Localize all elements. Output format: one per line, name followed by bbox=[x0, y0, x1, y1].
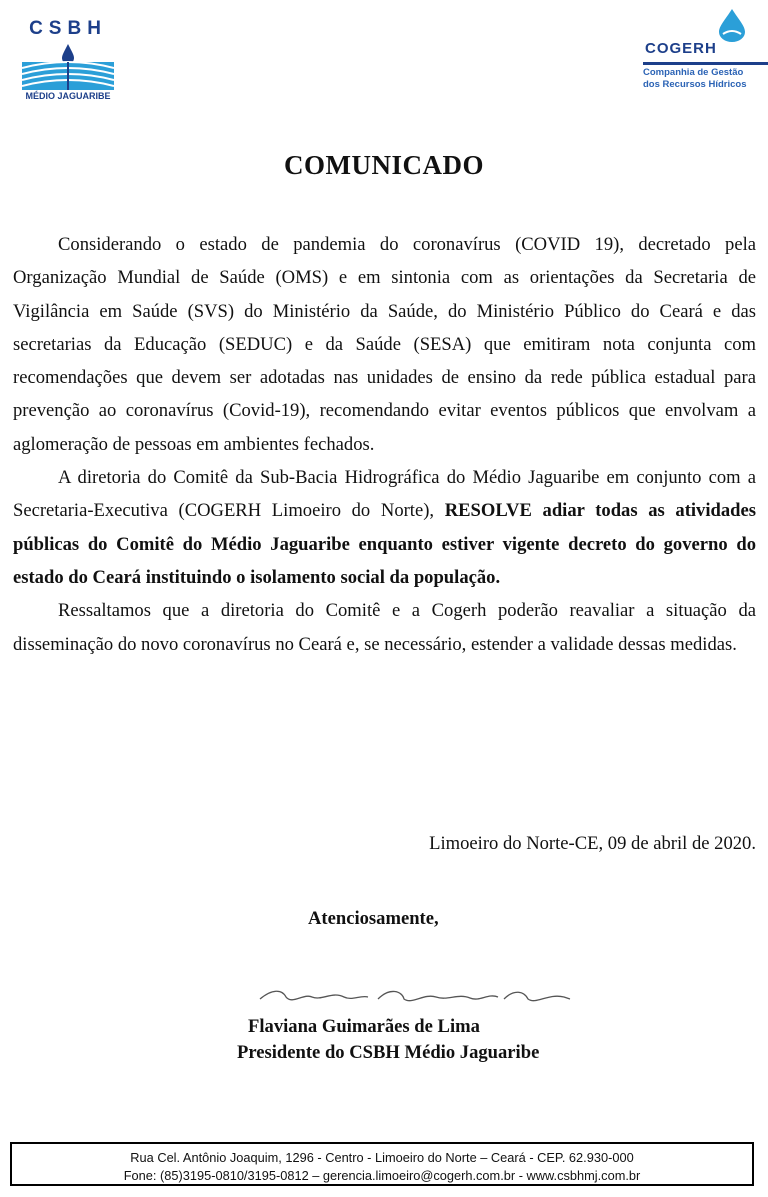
closing: Atenciosamente, bbox=[308, 908, 439, 929]
signer-name: Flaviana Guimarães de Lima bbox=[248, 1016, 480, 1037]
water-basin-icon bbox=[22, 42, 114, 90]
csbh-logo bbox=[20, 18, 116, 104]
signer-role: Presidente do CSBH Médio Jaguaribe bbox=[237, 1042, 540, 1063]
cogerh-logo-tagline: Companhia de Gestão dos Recursos Hídricos bbox=[643, 67, 747, 90]
csbh-logo-text: CSBH bbox=[29, 18, 107, 39]
paragraph-3: Ressaltamos que a diretoria do Comitê e a Cogerh poderão reavaliar a situação da disseminação do novo coronavírus no Ceará e, se necessário, estender a validade dessas medidas. bbox=[13, 600, 756, 655]
paragraph-2: A diretoria do Comitê da Sub-Bacia Hidrográfica do Médio Jaguaribe em conjunto com a Secretaria-Executiva (COGERH Limoeiro do Norte), RESOLVE adiar todas as atividades públicas do Comitê do Médio Jaguaribe enquanto estiver vigente decreto do governo do estado do Ceará instituindo o isolamento social da população. bbox=[13, 467, 756, 588]
footer-address: Rua Cel. Antônio Joaquim, 1296 - Centro - Limoeiro do Norte – Ceará - CEP. 62.930-000 bbox=[130, 1150, 634, 1165]
date-line: Limoeiro do Norte-CE, 09 de abril de 2020. bbox=[429, 833, 756, 854]
water-drop-icon bbox=[709, 8, 755, 42]
cogerh-logo-divider bbox=[643, 62, 768, 65]
cogerh-logo bbox=[641, 8, 768, 100]
csbh-logo-subtitle: MÉDIO JAGUARIBE bbox=[25, 91, 111, 101]
resolution-text: RESOLVE adiar todas as atividades públicas do Comitê do Médio Jaguaribe enquanto estiver vigente decreto do governo do estado do Ceará instituindo o isolamento social da população. bbox=[13, 500, 756, 588]
footer-contact: Fone: (85)3195-0810/3195-0812 – gerencia.limoeiro@cogerh.com.br - www.csbhmj.com.br bbox=[123, 1168, 641, 1183]
paragraph-1: Considerando o estado de pandemia do coronavírus (COVID 19), decretado pela Organização Mundial de Saúde (OMS) e em sintonia com as orientações da Secretaria de Vigilância em Saúde (SVS) do Ministério da Saúde, do Ministério Público do Ceará e das secretarias da Educação (SEDUC) e da Saúde (SESA) que emitiram nota conjunta com recomendações que devem ser adotadas nas unidades de ensino da rede pública estadual para prevenção ao coronavírus (Covid-19), recomendando evitar eventos públicos que envolvam a aglomeração de pessoas em ambientes fechados. bbox=[13, 234, 756, 455]
footer-address-box bbox=[10, 1142, 754, 1186]
cogerh-logo-text: COGERH bbox=[645, 40, 717, 57]
document-body bbox=[13, 228, 756, 661]
handwritten-signature bbox=[252, 975, 582, 1015]
document-title: COMUNICADO bbox=[284, 150, 484, 180]
